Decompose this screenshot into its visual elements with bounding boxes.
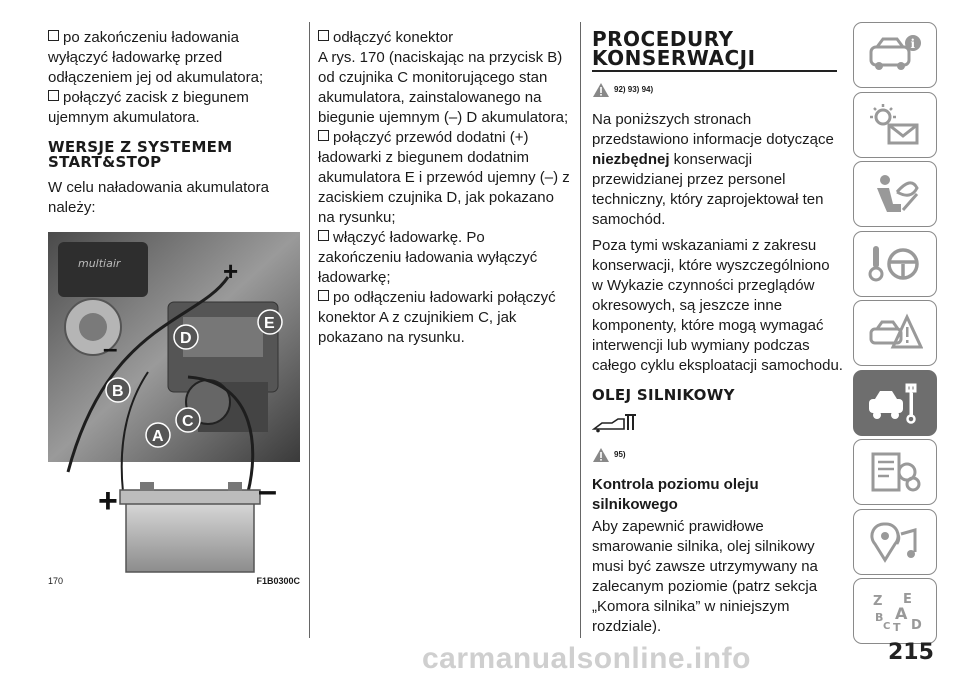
technical-data-icon bbox=[867, 450, 923, 494]
tab-warning-lights[interactable] bbox=[853, 92, 937, 158]
tab-safety[interactable] bbox=[853, 161, 937, 227]
callout-c bbox=[176, 408, 200, 432]
oil-level-icon bbox=[592, 411, 844, 439]
section-heading-engine-oil: OLEJ SILNIKOWY bbox=[592, 386, 735, 404]
chapter-nav bbox=[853, 22, 937, 648]
checkbox-bullet-icon bbox=[48, 30, 59, 41]
checkbox-bullet-icon bbox=[318, 290, 329, 301]
column-middle bbox=[318, 28, 570, 348]
tab-car-info[interactable] bbox=[853, 22, 937, 88]
svg-text:i: i bbox=[910, 37, 916, 51]
svg-text:A: A bbox=[152, 428, 164, 445]
callout-b bbox=[106, 378, 130, 402]
battery-charging-figure bbox=[48, 232, 300, 594]
tab-index[interactable] bbox=[853, 578, 937, 644]
svg-text:D: D bbox=[180, 330, 192, 347]
checkbox-bullet-icon bbox=[318, 30, 329, 41]
svg-text:C: C bbox=[883, 621, 891, 632]
car-maintenance-icon bbox=[867, 381, 923, 425]
charger-battery bbox=[120, 482, 260, 572]
warning-references: 95) bbox=[592, 445, 844, 465]
car-info-icon bbox=[867, 33, 923, 77]
warning-triangle-icon bbox=[592, 82, 610, 98]
checkbox-bullet-icon bbox=[318, 230, 329, 241]
tab-maintenance-active[interactable] bbox=[853, 370, 937, 436]
svg-text:+: + bbox=[98, 482, 118, 520]
column-divider bbox=[580, 22, 581, 638]
callout-e bbox=[258, 310, 282, 334]
warning-triangle-icon bbox=[592, 447, 610, 463]
list-item: odłączyć konektor bbox=[318, 28, 570, 48]
svg-text:D: D bbox=[911, 618, 922, 633]
tab-multimedia[interactable] bbox=[853, 509, 937, 575]
list-item: po odłączeniu ładowarki połączyć konektor A z czujnikiem C, jak pokazano na rysunku. bbox=[318, 289, 556, 346]
callout-a bbox=[146, 423, 170, 447]
svg-text:Z: Z bbox=[873, 594, 883, 609]
svg-text:A: A bbox=[895, 604, 908, 623]
watermark: carmanualsonline.info bbox=[422, 642, 751, 675]
warning-lights-icon bbox=[867, 103, 923, 147]
checkbox-bullet-icon bbox=[48, 90, 59, 101]
page-number: 215 bbox=[888, 640, 934, 665]
intro-text: W celu naładowania akumulatora należy: bbox=[48, 179, 269, 216]
safety-seat-airbag-icon bbox=[867, 172, 923, 216]
svg-text:multiair: multiair bbox=[78, 257, 121, 270]
svg-text:B: B bbox=[112, 383, 124, 400]
column-left bbox=[48, 28, 300, 594]
paragraph: Aby zapewnić prawidłowe smarowanie silnika, olej silnikowy musi być zawsze utrzymywany na zalecanym poziomie (patrz sekcja „Komora silnika” w niniejszym rozdziale). bbox=[592, 518, 818, 635]
multimedia-icon bbox=[867, 520, 923, 564]
paragraph: Na poniższych stronach przedstawiono informacje dotyczące niezbędnej konserwacji przewidzianej przez personel techniczny, który zaprojektował ten samochód. bbox=[592, 111, 834, 228]
column-divider bbox=[309, 22, 310, 638]
svg-text:C: C bbox=[182, 413, 194, 430]
list-item: połączyć przewód dodatni (+) ładowarki z biegunem dodatnim akumulatora E i przewód ujemny (–) z zaciskiem czujnika D, jak pokazano na rysunku; bbox=[318, 129, 570, 226]
section-heading-start-stop: WERSJE Z SYSTEMEM START&STOP bbox=[48, 138, 233, 171]
warning-references: 92) 93) 94) bbox=[592, 80, 844, 100]
list-item: po zakończeniu ładowania wyłączyć ładowarkę przed odłączeniem jej od akumulatora; bbox=[48, 29, 264, 86]
svg-text:E: E bbox=[264, 315, 275, 332]
chapter-title: PROCEDURY KONSERWACJI bbox=[592, 27, 756, 70]
svg-text:T: T bbox=[893, 621, 901, 633]
subheading: Kontrola poziomu oleju silnikowego bbox=[592, 476, 759, 513]
emergency-triangle-icon bbox=[867, 311, 923, 355]
list-item: włączyć ładowarkę. Po zakończeniu ładowania wyłączyć ładowarkę; bbox=[318, 229, 538, 286]
paragraph: A rys. 170 (naciskając na przycisk B) od czujnika C monitorującego stan akumulatora, zainstalowanego na biegunie ujemnym (–) D akumulatora; bbox=[318, 49, 569, 126]
svg-text:–: – bbox=[258, 472, 277, 510]
alphabetical-index-icon bbox=[867, 589, 923, 633]
svg-text:–: – bbox=[103, 333, 118, 363]
paragraph: Poza tymi wskazaniami z zakresu konserwacji, które wyszczególniono w Wykazie czynności przeglądów okresowych, są jeszcze inne komponenty, które mogą wymagać interwencji lub wymiany podczas całego cyklu eksploatacji samochodu. bbox=[592, 237, 843, 374]
figure-number: 170 bbox=[48, 576, 64, 586]
key-steering-wheel-icon bbox=[867, 242, 923, 286]
callout-d bbox=[174, 325, 198, 349]
title-rule bbox=[592, 70, 837, 72]
figure-code: F1B0300C bbox=[256, 576, 300, 586]
tab-emergency[interactable] bbox=[853, 300, 937, 366]
list-item: połączyć zacisk z biegunem ujemnym akumulatora. bbox=[48, 89, 249, 126]
figure-caption bbox=[48, 576, 300, 586]
svg-text:E: E bbox=[903, 592, 912, 607]
tab-technical-data[interactable] bbox=[853, 439, 937, 505]
svg-text:B: B bbox=[875, 611, 884, 624]
svg-text:+: + bbox=[223, 256, 239, 286]
checkbox-bullet-icon bbox=[318, 130, 329, 141]
column-right bbox=[592, 28, 844, 643]
tab-starting-driving[interactable] bbox=[853, 231, 937, 297]
